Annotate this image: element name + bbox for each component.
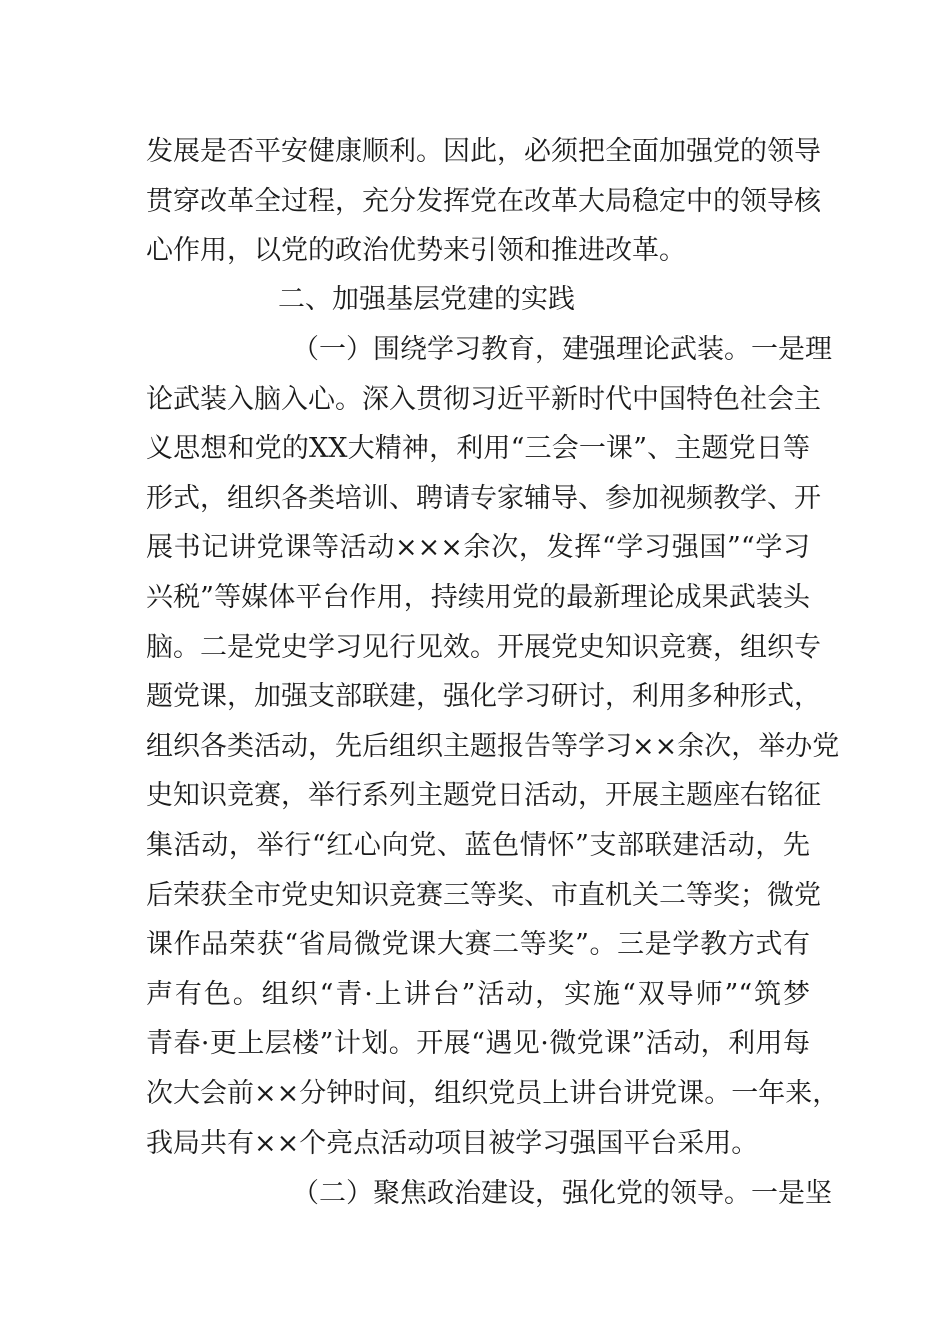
text-line: 贯穿改革全过程，充分发挥党在改革大局稳定中的领导核 bbox=[146, 186, 821, 217]
text-line: 声有色。组织“青·上讲台”活动，实施“双导师”“筑梦 bbox=[146, 979, 810, 1010]
section-heading: 二、加强基层党建的实践 bbox=[278, 284, 575, 315]
text-line: 史知识竞赛，举行系列主题党日活动，开展主题座右铭征 bbox=[146, 780, 821, 811]
text-line: 课作品荣获“省局微党课大赛二等奖”。三是学教方式有 bbox=[146, 929, 810, 960]
text-line: 脑。二是党史学习见行见效。开展党史知识竞赛，组织专 bbox=[146, 632, 821, 663]
text-line: 集活动，举行“红心向党、蓝色情怀”支部联建活动，先 bbox=[146, 830, 810, 861]
text-line: 题党课，加强支部联建，强化学习研讨，利用多种形式， bbox=[146, 681, 821, 712]
text-line: 形式，组织各类培训、聘请专家辅导、参加视频教学、开 bbox=[146, 483, 821, 514]
text-line: 我局共有××个亮点活动项目被学习强国平台采用。 bbox=[146, 1128, 759, 1159]
text-line: 发展是否平安健康顺利。因此，必须把全面加强党的领导 bbox=[146, 136, 821, 167]
text-line: 展书记讲党课等活动×××余次，发挥“学习强国”“学习 bbox=[146, 532, 810, 563]
text-line: 心作用，以党的政治优势来引领和推进改革。 bbox=[146, 235, 686, 266]
subsection-heading-line: （二）聚焦政治建设，强化党的领导。一是坚 bbox=[292, 1178, 832, 1209]
text-line: 义思想和党的XX大精神，利用“三会一课”、主题党日等 bbox=[146, 433, 810, 464]
text-line: 组织各类活动，先后组织主题报告等学习××余次，举办党 bbox=[146, 731, 840, 762]
subsection-heading-line: （一）围绕学习教育，建强理论武装。一是理 bbox=[292, 334, 832, 365]
text-line: 后荣获全市党史知识竞赛三等奖、市直机关二等奖；微党 bbox=[146, 880, 821, 911]
text-line: 青春·更上层楼”计划。开展“遇见·微党课”活动，利用每 bbox=[146, 1028, 810, 1059]
text-line: 论武装入脑入心。深入贯彻习近平新时代中国特色社会主 bbox=[146, 384, 821, 415]
text-line: 次大会前××分钟时间，组织党员上讲台讲党课。一年来， bbox=[146, 1078, 840, 1109]
text-line: 兴税”等媒体平台作用，持续用党的最新理论成果武装头 bbox=[146, 582, 810, 613]
